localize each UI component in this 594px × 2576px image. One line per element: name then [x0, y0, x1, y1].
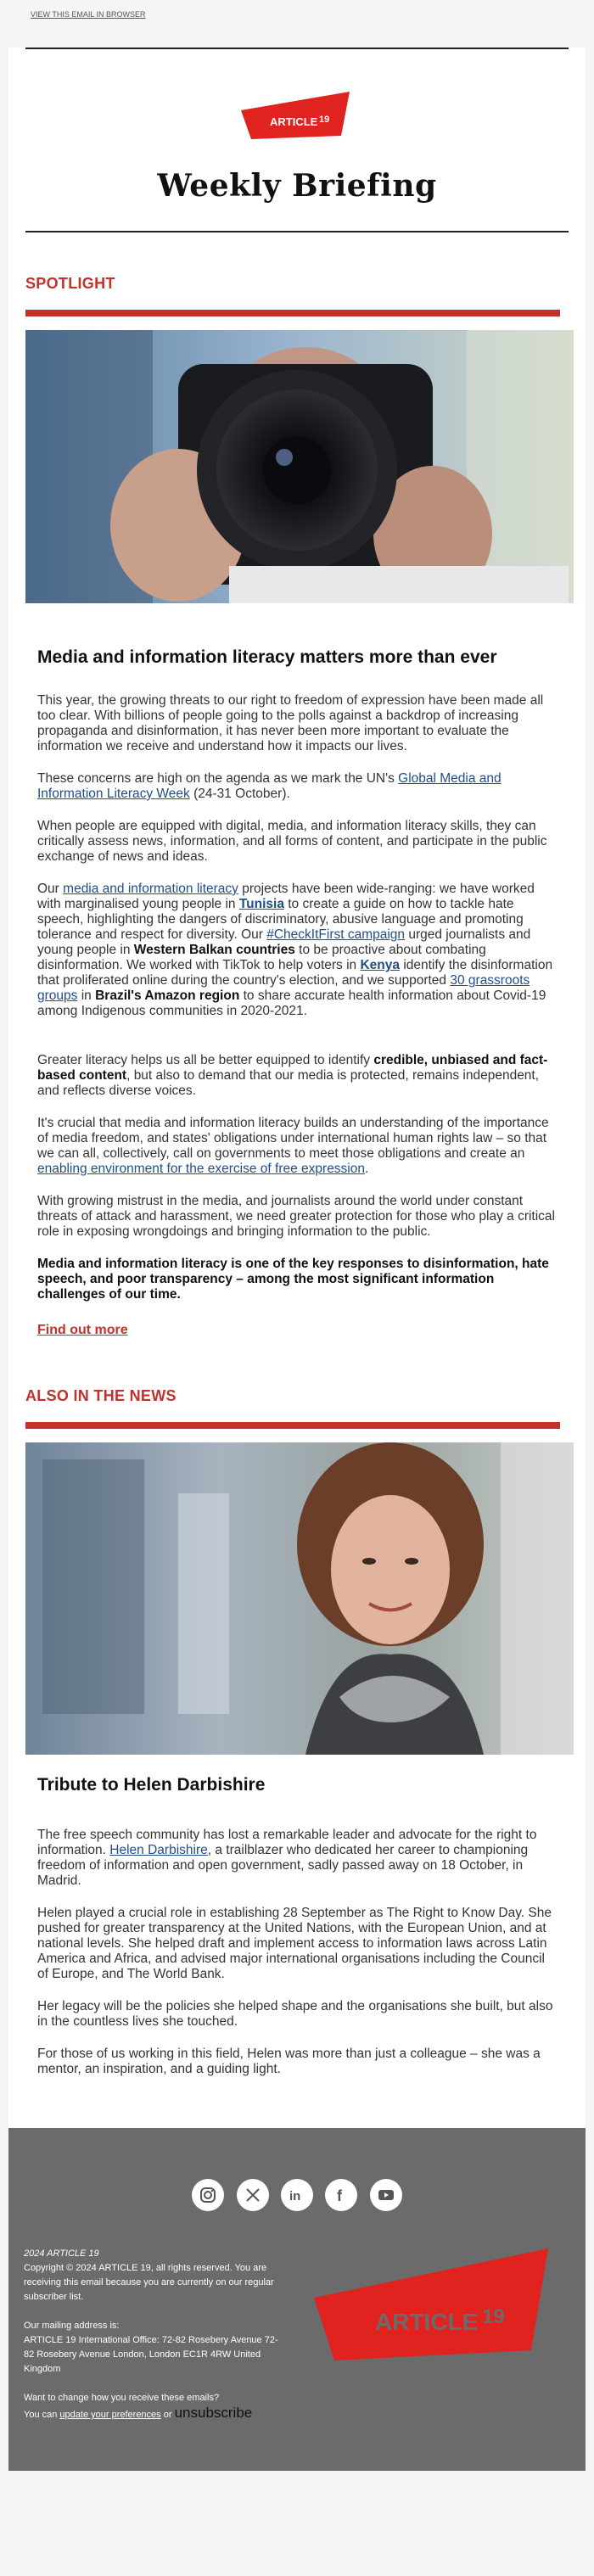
change-question: Want to change how you receive these emails?: [24, 2393, 220, 2403]
facebook-icon[interactable]: [325, 2179, 357, 2211]
view-in-browser-link[interactable]: VIEW THIS EMAIL IN BROWSER: [31, 10, 146, 19]
svg-text:ARTICLE: ARTICLE: [270, 115, 318, 128]
svg-text:in: in: [289, 2189, 301, 2204]
portrait-photo-icon: [25, 1442, 574, 1755]
article-paragraph: This year, the growing threats to our right to freedom of expression have been made all too clear. With billions of people going to the polls against a backdrop of increasing propaganda and disinformation, it has never been more important to evaluate the information we receive and understand how it impacts our lives.: [37, 693, 544, 753]
kenya-link[interactable]: Kenya: [360, 958, 401, 972]
article19-logo-icon: [309, 2245, 555, 2364]
article-paragraph: For those of us working in this field, Helen was more than just a colleague – she was a mentor, an inspiration, and a guiding light.: [37, 2047, 541, 2076]
social-links: [8, 2179, 586, 2211]
page-title: Weekly Briefing: [157, 168, 437, 204]
grassroots-link[interactable]: 30 grassroots groups: [37, 973, 530, 1003]
preferences-line: You can update your preferences or unsubscribe: [24, 2405, 253, 2421]
spotlight-photo: [25, 330, 574, 603]
news-section-label: ALSO IN THE NEWS: [25, 1387, 177, 1404]
spotlight-section-label: SPOTLIGHT: [25, 275, 115, 292]
news-article: [25, 1775, 569, 2077]
article-paragraph: The free speech community has lost a remarkable leader and advocate for the right to information. Helen Darbishire, a trailblazer who dedicated her career to championing freedom of information and open government, sadly passed away on 18 October, in Madrid.: [37, 1828, 537, 1888]
unsubscribe-link[interactable]: unsubscribe: [174, 2405, 253, 2421]
find-out-more-link[interactable]: Find out more: [37, 1323, 128, 1337]
instagram-icon[interactable]: [192, 2179, 224, 2211]
article-paragraph: With growing mistrust in the media, and journalists around the world under constant threats of attack and harassment, we need greater protection for those who play a critical role in exposing wrongdoings and bringing information to the public.: [37, 1194, 555, 1239]
checkitfirst-link[interactable]: #CheckItFirst campaign: [266, 927, 406, 942]
article-paragraph: Her legacy will be the policies she helped shape and the organisations she built, but also in the countless lives she touched.: [37, 1999, 553, 2029]
x-icon[interactable]: [237, 2179, 269, 2211]
article-title: Tribute to Helen Darbishire: [37, 1775, 266, 1795]
footer-year: 2024 ARTICLE 19: [24, 2248, 99, 2259]
article-paragraph: It's crucial that media and information literacy builds an understanding of the importance of media freedom, and states' obligations under international human rights law – so that we can all, collectively, call on governments to meet those obligations and create an enabling environment for the exercise of free expression.: [37, 1116, 549, 1176]
svg-text:f: f: [337, 2187, 343, 2204]
footer-text: [24, 2247, 287, 2422]
article19-logo-icon: [238, 88, 356, 143]
enabling-environment-link[interactable]: enabling environment for the exercise of free expression: [37, 1162, 365, 1176]
mailing-label: Our mailing address is:: [24, 2321, 120, 2331]
preheader: [0, 0, 594, 31]
linkedin-icon[interactable]: [281, 2179, 313, 2211]
article-paragraph: These concerns are high on the agenda as we mark the UN's Global Media and Information Literacy Week (24-31 October).: [37, 771, 502, 801]
footer-logo[interactable]: [309, 2245, 555, 2368]
section-bar: [25, 1422, 560, 1429]
header-logo[interactable]: [25, 49, 569, 168]
article-title: Media and information literacy matters more than ever: [37, 647, 497, 667]
tunisia-link[interactable]: Tunisia: [238, 897, 284, 911]
mil-projects-link[interactable]: media and information literacy: [63, 882, 238, 896]
footer: [8, 2128, 586, 2471]
helen-photo: [25, 1442, 574, 1755]
section-bar: [25, 310, 560, 316]
update-preferences-link[interactable]: update your preferences: [59, 2410, 161, 2420]
mil-week-link[interactable]: Global Media and Information Literacy Week: [37, 771, 502, 801]
svg-text:19: 19: [319, 115, 330, 125]
article-paragraph: When people are equipped with digital, media, and information literacy skills, they can critically assess news, information, and all forms of content, and participate in the public exchange of news and ideas.: [37, 819, 547, 864]
helen-darbishire-link[interactable]: Helen Darbishire: [109, 1843, 208, 1857]
camera-photo-icon: [25, 330, 574, 603]
svg-text:ARTICLE: ARTICLE: [375, 2309, 479, 2335]
mailing-address: ARTICLE 19 International Office: 72-82 Rosebery Avenue 72-82 Rosebery Avenue London, London EC1R 4RW United Kingdom: [24, 2335, 278, 2374]
email-body: [8, 48, 586, 2471]
footer-copyright: Copyright © 2024 ARTICLE 19, all rights reserved. You are receiving this email because you are currently on our regular subscriber list.: [24, 2263, 274, 2302]
article-paragraph: Media and information literacy is one of the key responses to disinformation, hate speech, and poor transparency – among the most significant information challenges of our time.: [37, 1257, 549, 1302]
spotlight-article: [25, 647, 569, 1338]
svg-text:19: 19: [482, 2305, 505, 2328]
article-paragraph: Our media and information literacy projects have been wide-ranging: we have worked with marginalised young people in Tunisia to create a guide on how to tackle hate speech, highlighting the dangers of discriminatory, abusive language and promoting tolerance and respect for diversity. Our #CheckItFirst campaign urged journalists and young people in Western Balkan countries to be proactive about combating disinformation. We worked with TikTok to help voters in Kenya identify the disinformation that proliferated online during the country's election, and we supported 30 grassroots groups in Brazil's Amazon region to share accurate health information about Covid-19 among Indigenous communities in 2020-2021.: [37, 882, 553, 1018]
header-divider-bottom: [25, 231, 569, 232]
article-paragraph: Helen played a crucial role in establishing 28 September as The Right to Know Day. She pushed for greater transparency at the United Nations, with the European Union, and at national levels. She helped draft and implement access to information laws across Latin America and Africa, and advised major international organisations including the Council of Europe, and The World Bank.: [37, 1906, 552, 1981]
article-paragraph: Greater literacy helps us all be better equipped to identify credible, unbiased and fact-based content, but also to demand that our media is protected, remains independent, and reflects diverse voices.: [37, 1053, 548, 1098]
youtube-icon[interactable]: [370, 2179, 402, 2211]
